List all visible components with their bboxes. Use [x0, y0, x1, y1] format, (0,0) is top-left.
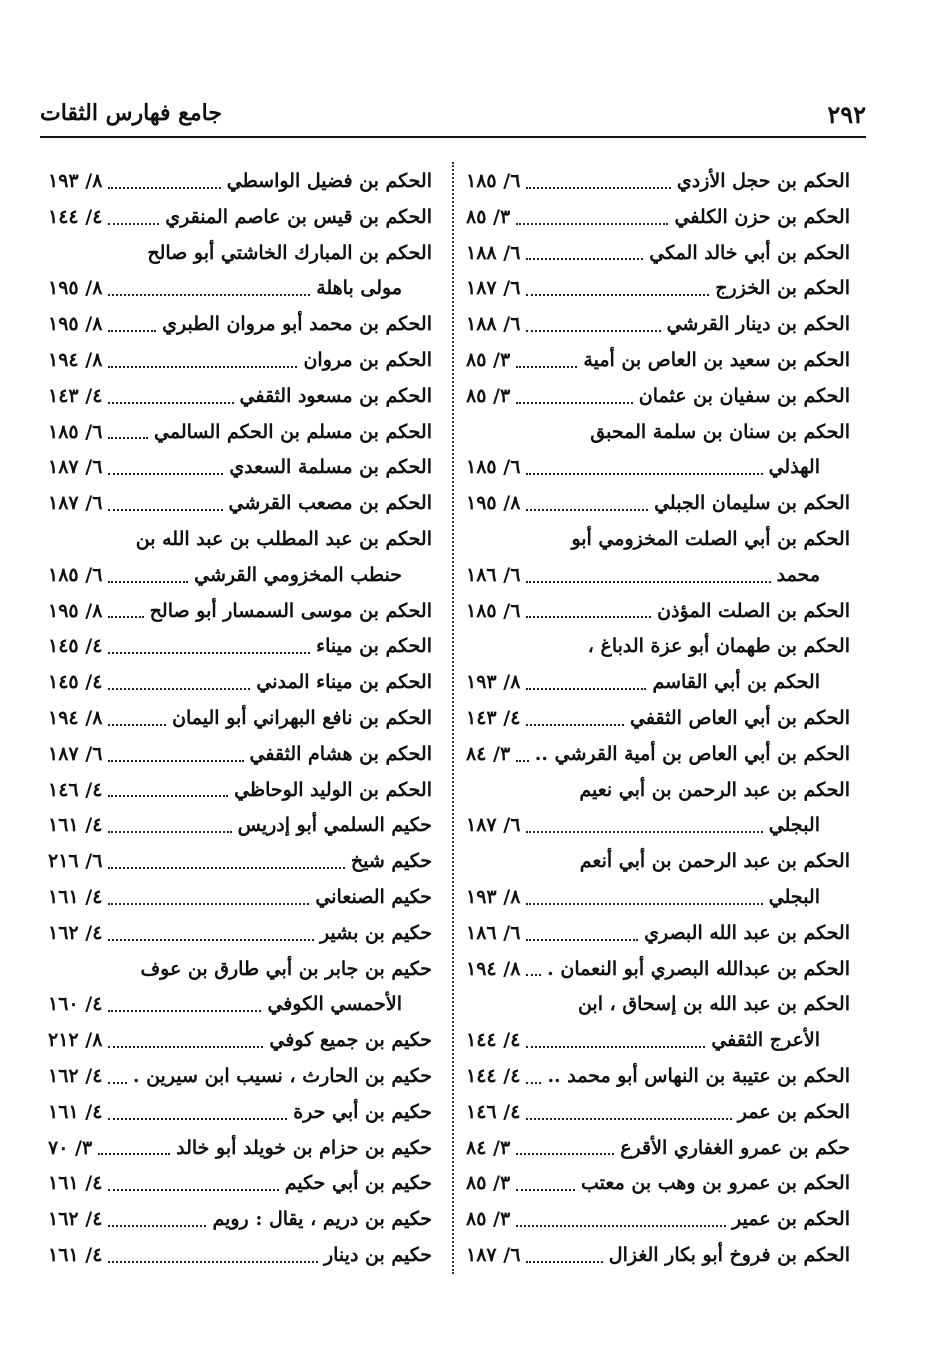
index-entry [48, 1029, 432, 1065]
volume-page-ref: ٦/ ١٨٦ [466, 563, 521, 586]
volume-page-ref: ٤/ ١٦١ [48, 1243, 103, 1266]
dot-leader [526, 903, 762, 905]
entry-name: الحكم بن موسى السمسار أبو صالح [149, 599, 432, 622]
index-entry [466, 1244, 850, 1280]
index-entry [48, 1101, 432, 1137]
entry-name: الحكم بن نافع البهراني أبو اليمان [172, 706, 432, 729]
index-entry [466, 886, 850, 922]
index-entry [48, 922, 432, 958]
entry-name: الحكم بن قيس بن عاصم المنقري [165, 205, 432, 228]
left-column [48, 170, 432, 1280]
dot-leader [108, 1189, 278, 1191]
entry-name: حكيم بن الحارث ، نسيب ابن سيرين . [132, 1064, 432, 1087]
dot-leader [108, 903, 309, 905]
index-entry [466, 922, 850, 958]
volume-page-ref: ٣/ ٨٥ [466, 384, 511, 407]
entry-name: الحكم بن مسلمة السعدي [229, 456, 432, 479]
entry-name: الحكم بن مصعب القرشي [228, 492, 432, 515]
dot-leader [108, 652, 310, 654]
index-entry [48, 886, 432, 922]
dot-leader [108, 509, 222, 511]
volume-page-ref: ٤/ ١٦٢ [48, 1064, 103, 1087]
entry-name: الحكم بن أبي العاص الثقفي [630, 706, 850, 729]
volume-page-ref: ٤/ ١٤٥ [48, 671, 103, 694]
entry-name: الحكم بن الصلت المؤذن [657, 599, 850, 622]
entry-name: محمد [776, 563, 820, 586]
entry-name: الحكم بن عمرو بن وهب بن معتب [581, 1172, 850, 1195]
entry-name: حكيم الصنعاني [315, 885, 432, 908]
dot-leader [516, 1189, 575, 1191]
index-entry [48, 707, 432, 743]
entry-name: البجلي [768, 814, 820, 837]
volume-page-ref: ٦/ ١٨٥ [48, 563, 103, 586]
dot-leader [108, 223, 159, 225]
column-divider [452, 162, 454, 1274]
index-entry [466, 1208, 850, 1244]
index-entry [48, 456, 432, 492]
index-entry [48, 492, 432, 528]
volume-page-ref: ٤/ ١٦٢ [48, 921, 103, 944]
page-header [40, 100, 866, 138]
volume-page-ref: ٨/ ١٩٥ [48, 599, 103, 622]
volume-page-ref: ٤/ ١٤٣ [466, 706, 521, 729]
entry-name: حكيم بن أبي حرة [293, 1100, 432, 1123]
volume-page-ref: ٦/ ١٨٥ [466, 456, 521, 479]
volume-page-ref: ٦/ ١٨٧ [466, 1243, 521, 1266]
dot-leader [526, 473, 762, 475]
entry-name: الحكم بن أبي العاص بن أمية القرشي .. [534, 742, 850, 765]
volume-page-ref: ٦/ ١٨٥ [466, 599, 521, 622]
index-entry [466, 313, 850, 349]
entry-name: الحكم بن ميناء المدني [256, 671, 432, 694]
entry-name: حكيم بن دريم ، يقال : رويم [212, 1208, 432, 1231]
index-entry [466, 242, 850, 278]
index-entry [48, 993, 432, 1029]
index-entry [466, 814, 850, 850]
dot-leader [516, 1153, 614, 1155]
index-entry [466, 206, 850, 242]
volume-page-ref: ٨/ ١٩٣ [466, 671, 521, 694]
volume-page-ref: ٤/ ١٤٤ [48, 205, 103, 228]
volume-page-ref: ٦/ ١٨٧ [48, 492, 103, 515]
volume-page-ref: ٣/ ٨٥ [466, 348, 511, 371]
dot-leader [108, 616, 143, 618]
index-entry [48, 421, 432, 457]
volume-page-ref: ٨/ ٢١٢ [48, 1029, 103, 1052]
volume-page-ref: ٦/ ١٨٥ [48, 420, 103, 443]
dot-leader [516, 402, 633, 404]
dot-leader [108, 437, 148, 439]
entry-name: الحكم بن مسلم بن الحكم السالمي [154, 420, 432, 443]
index-entry [48, 1244, 432, 1280]
dot-leader [526, 294, 709, 296]
volume-page-ref: ٨/ ١٩٥ [48, 313, 103, 336]
entry-name: الحكم بن مروان [303, 348, 432, 371]
dot-leader [108, 366, 297, 368]
index-entry [48, 277, 432, 313]
index-entry [466, 1029, 850, 1065]
volume-page-ref: ٤/ ١٦٠ [48, 993, 103, 1016]
dot-leader [108, 724, 166, 726]
volume-page-ref: ٦/ ١٨٥ [466, 170, 521, 192]
volume-page-ref: ٦/ ١٨٧ [48, 456, 103, 479]
entry-name: الحكم بن الخزرج [715, 277, 850, 300]
entry-name: حكيم شيخ [350, 850, 432, 873]
dot-leader [526, 831, 762, 833]
entry-name: حكيم السلمي أبو إدريس [237, 814, 432, 837]
volume-page-ref: ٦/ ١٨٧ [466, 277, 521, 300]
entry-name: الحكم بن أبي خالد المكي [649, 241, 850, 264]
volume-page-ref: ٨/ ١٩٣ [48, 170, 103, 192]
index-entry [466, 349, 850, 385]
dot-leader [108, 294, 310, 296]
volume-page-ref: ٣/ ٨٤ [466, 742, 511, 765]
dot-leader [526, 1082, 541, 1084]
entry-name: حكيم بن حزام بن خويلد أبو خالد [176, 1136, 432, 1159]
entry-name: حكيم بن أبي حكيم [284, 1172, 432, 1195]
volume-page-ref: ٦/ ١٨٨ [466, 241, 521, 264]
index-entry [466, 1101, 850, 1137]
dot-leader [98, 1153, 170, 1155]
dot-leader [526, 581, 770, 583]
volume-page-ref: ٣/ ٨٤ [466, 1136, 511, 1159]
index-entry [48, 313, 432, 349]
entry-name: حكيم بن جميع كوفي [269, 1029, 432, 1052]
entry-name: الحكم بن عبد الله البصري [644, 921, 850, 944]
dot-leader [526, 1261, 602, 1263]
volume-page-ref: ٦/ ١٨٨ [466, 313, 521, 336]
entry-name: حكم بن عمرو الغفاري الأقرع [620, 1136, 850, 1159]
dot-leader [526, 187, 671, 189]
index-entry [466, 743, 850, 779]
dot-leader [108, 831, 231, 833]
dot-leader [526, 1046, 705, 1048]
entry-name: الحكم بن عمير [732, 1208, 850, 1231]
index-entry [466, 564, 850, 600]
volume-page-ref: ٦/ ١٨٧ [466, 814, 521, 837]
index-entry [48, 564, 432, 600]
entry-name: الحكم بن مسعود الثقفي [239, 384, 432, 407]
dot-leader [108, 187, 220, 189]
index-entry [48, 170, 432, 206]
index-entry [48, 1137, 432, 1173]
entry-name: الحكم بن الوليد الوحاظي [234, 778, 432, 801]
entry-name: الحكم بن حزن الكلفي [674, 205, 850, 228]
volume-page-ref: ٨/ ١٩٥ [48, 277, 103, 300]
index-entry [466, 671, 850, 707]
volume-page-ref: ٨/ ١٩٤ [48, 706, 103, 729]
entry-name: الحكم بن فضيل الواسطي [226, 170, 432, 192]
index-entry [466, 492, 850, 528]
entry-name: الحكم بن دينار القرشي [666, 313, 850, 336]
dot-leader [108, 1046, 263, 1048]
volume-page-ref: ٤/ ١٦١ [48, 885, 103, 908]
index-entry [48, 743, 432, 779]
page-number: ٢٩٢ [827, 100, 866, 129]
entry-name: الحكم بن أبي القاسم [652, 671, 820, 694]
entry-name: الحكم بن فروخ أبو بكار الغزال [608, 1243, 850, 1266]
entry-name: الأحمسي الكوفي [267, 993, 402, 1016]
entry-name: الحكم بن سفيان بن عثمان [638, 384, 850, 407]
index-entry-first-line: حكيم بن جابر بن أبي طارق بن عوف [140, 957, 432, 980]
dot-leader [516, 366, 577, 368]
index-entry-first-line: الحكم بن عبد الله بن إسحاق ، ابن [577, 993, 850, 1016]
index-entry-first-line: الحكم بن عبد الرحمن بن أبي أنعم [579, 850, 850, 873]
dot-leader [108, 1118, 287, 1120]
volume-page-ref: ٤/ ١٦١ [48, 814, 103, 837]
dot-leader [526, 330, 660, 332]
dot-leader [108, 473, 223, 475]
dot-leader [108, 1225, 206, 1227]
index-entry [48, 850, 432, 886]
index-entry [48, 1065, 432, 1101]
dot-leader [108, 1082, 126, 1084]
entry-name: حكيم بن دينار [323, 1243, 432, 1266]
dot-leader [526, 974, 541, 976]
entry-name: الحكم بن سليمان الجبلي [654, 492, 850, 515]
index-entry [466, 707, 850, 743]
dot-leader [526, 509, 648, 511]
dot-leader [516, 1225, 726, 1227]
volume-page-ref: ٨/ ١٩٣ [466, 885, 521, 908]
entry-name: حنطب المخزومي القرشي [194, 563, 402, 586]
index-entry [48, 1172, 432, 1208]
index-entry [48, 1208, 432, 1244]
volume-page-ref: ٣/ ٨٥ [466, 1172, 511, 1195]
index-entry [466, 1172, 850, 1208]
volume-page-ref: ٨/ ١٩٥ [466, 492, 521, 515]
dot-leader [108, 330, 156, 332]
index-entry-first-line: الحكم بن أبي الصلت المخزومي أبو [571, 527, 850, 550]
index-entry [466, 456, 850, 492]
volume-page-ref: ٤/ ١٦١ [48, 1100, 103, 1123]
index-entry [466, 1065, 850, 1101]
volume-page-ref: ٣/ ٧٠ [48, 1136, 93, 1159]
dot-leader [526, 688, 646, 690]
dot-leader [526, 616, 651, 618]
dot-leader [516, 760, 529, 762]
entry-name: الأعرج الثقفي [711, 1029, 820, 1052]
index-entry [466, 600, 850, 636]
dot-leader [108, 939, 314, 941]
volume-page-ref: ٤/ ١٦٢ [48, 1208, 103, 1231]
index-entry [48, 349, 432, 385]
volume-page-ref: ٨/ ١٩٤ [48, 348, 103, 371]
dot-leader [526, 724, 624, 726]
volume-page-ref: ٤/ ١٤٦ [48, 778, 103, 801]
volume-page-ref: ٤/ ١٤٣ [48, 384, 103, 407]
entry-name: حكيم بن بشير [319, 921, 432, 944]
index-entry [466, 385, 850, 421]
index-entry-first-line: الحكم بن عبد الرحمن بن أبي نعيم [579, 778, 850, 801]
index-entry-first-line: الحكم بن سنان بن سلمة المحبق [590, 420, 850, 443]
entry-name: الحكم بن عمر [737, 1100, 850, 1123]
dot-leader [108, 795, 228, 797]
index-entry [48, 600, 432, 636]
volume-page-ref: ٤/ ١٤٤ [466, 1064, 521, 1087]
entry-name: الحكم بن محمد أبو مروان الطبري [162, 313, 432, 336]
index-entry [48, 206, 432, 242]
volume-page-ref: ٦/ ١٨٧ [48, 742, 103, 765]
dot-leader [516, 223, 668, 225]
entry-name: الحكم بن عبدالله البصري أبو النعمان . [547, 957, 850, 980]
index-entry [48, 779, 432, 815]
entry-name: الحكم بن هشام الثقفي [249, 742, 432, 765]
book-title: جامع فهارس الثقات [40, 100, 222, 126]
volume-page-ref: ٣/ ٨٥ [466, 1208, 511, 1231]
entry-name: البجلي [768, 885, 820, 908]
volume-page-ref: ٣/ ٨٥ [466, 205, 511, 228]
dot-leader [108, 1261, 318, 1263]
volume-page-ref: ٤/ ١٤٦ [466, 1100, 521, 1123]
volume-page-ref: ٦/ ٢١٦ [48, 850, 103, 873]
dot-leader [108, 867, 344, 869]
dot-leader [526, 939, 638, 941]
entry-name: مولى باهلة [316, 277, 402, 300]
index-entry [466, 1137, 850, 1173]
dot-leader [108, 581, 188, 583]
dot-leader [526, 1118, 731, 1120]
dot-leader [108, 1010, 261, 1012]
dot-leader [108, 402, 233, 404]
volume-page-ref: ٤/ ١٤٤ [466, 1029, 521, 1052]
index-entry [48, 635, 432, 671]
index-entry [466, 958, 850, 994]
index-entry [466, 277, 850, 313]
entry-name: الحكم بن عتيبة بن النهاس أبو محمد .. [547, 1064, 850, 1087]
volume-page-ref: ٤/ ١٦١ [48, 1172, 103, 1195]
entry-name: الحكم بن حجل الأزدي [676, 170, 850, 192]
dot-leader [526, 258, 643, 260]
index-entry [48, 671, 432, 707]
index-entry [48, 385, 432, 421]
entry-name: الحكم بن ميناء [316, 635, 432, 658]
volume-page-ref: ٤/ ١٤٥ [48, 635, 103, 658]
index-entry-first-line: الحكم بن عبد المطلب بن عبد الله بن [135, 527, 432, 550]
right-column [466, 170, 850, 1280]
volume-page-ref: ٦/ ١٨٦ [466, 921, 521, 944]
entry-name: الهذلي [768, 456, 820, 479]
volume-page-ref: ٨/ ١٩٤ [466, 957, 521, 980]
entry-name: الحكم بن سعيد بن العاص بن أمية [583, 348, 850, 371]
index-entry [466, 170, 850, 206]
index-entry-first-line: الحكم بن المبارك الخاشتي أبو صالح [147, 241, 432, 264]
index-entry [48, 814, 432, 850]
dot-leader [108, 760, 243, 762]
dot-leader [108, 688, 250, 690]
index-entry-first-line: الحكم بن طهمان أبو عزة الدباغ ، [587, 635, 850, 658]
